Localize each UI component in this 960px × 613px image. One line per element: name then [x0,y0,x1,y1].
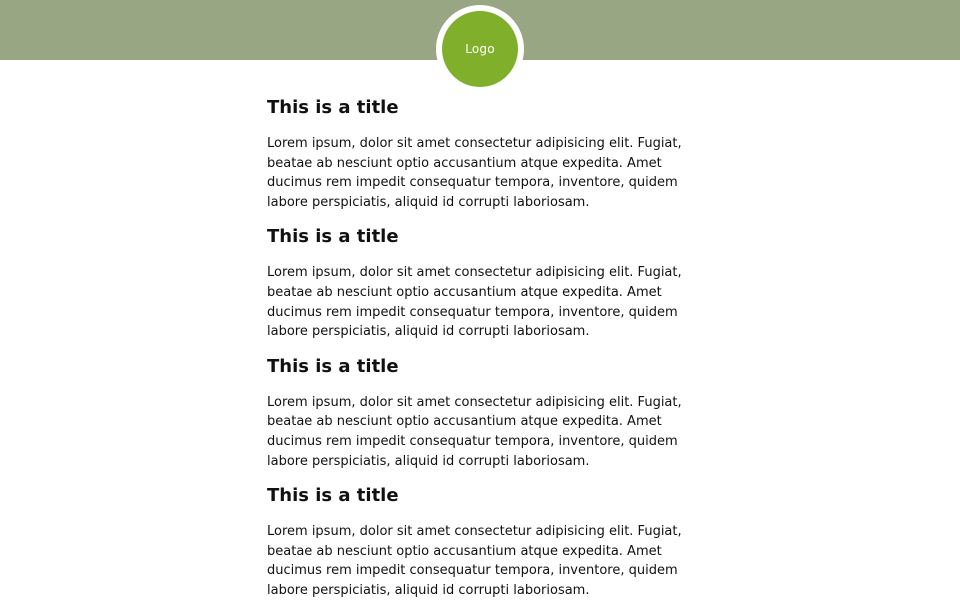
logo-label: Logo [465,42,495,56]
section-body: Lorem ipsum, dolor sit amet consectetur adipisicing elit. Fugiat, beatae ab nesciunt optio accusantium atque expedita. Amet ducimus rem impedit consequatur tempora, inventore, quidem labore perspiciatis, aliquid id corrupti laboriosam. [267,136,682,210]
logo[interactable] [442,11,518,87]
content-section [267,483,697,600]
section-title: This is a title [267,355,399,377]
section-body: Lorem ipsum, dolor sit amet consectetur adipisicing elit. Fugiat, beatae ab nesciunt optio accusantium atque expedita. Amet ducimus rem impedit consequatur tempora, inventore, quidem labore perspiciatis, aliquid id corrupti laboriosam. [267,394,682,469]
section-title: This is a title [267,226,399,248]
section-body: Lorem ipsum, dolor sit amet consectetur adipisicing elit. Fugiat, beatae ab nesciunt optio accusantium atque expedita. Amet ducimus rem impedit consequatur tempora, inventore, quidem labore perspiciatis, aliquid id corrupti laboriosam. [267,524,682,598]
section-title: This is a title [267,485,399,507]
section-title: This is a title [267,97,399,118]
section-body: Lorem ipsum, dolor sit amet consectetur adipisicing elit. Fugiat, beatae ab nesciunt optio accusantium atque expedita. Amet ducimus rem impedit consequatur tempora, inventore, quidem labore perspiciatis, aliquid id corrupti laboriosam. [267,265,682,340]
content-section [267,224,697,341]
main-content [267,95,697,613]
content-section [267,354,697,471]
content-section [267,95,697,212]
